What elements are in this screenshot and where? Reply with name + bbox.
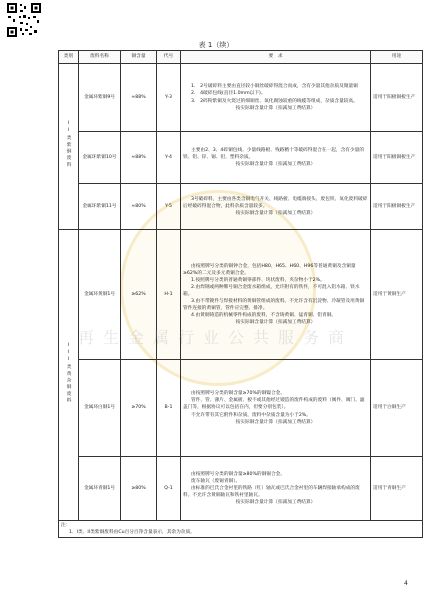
qr-code [6,2,42,38]
table-row [59,64,423,132]
requirement-line: 3.由不带镀件与焊接材料的黄铜管组成的废料。不允许含有沉淀物、冷凝管及用黄铜管件连接的黄铜管，管件应完整、排净。 [183,299,365,312]
usage-cell: 适用于白铜生产 [371,360,423,457]
note-row [59,521,423,538]
requirement-line: 1.按照牌号分类的普通黄铜零部件、块状废料，夹杂物小于2%。 [191,277,325,283]
copper-content-cell: ≥62% [121,230,157,360]
copper-content-cell: ≈88% [121,132,157,184]
code-cell: H-1 [157,230,181,360]
category-cell-iii [59,230,79,521]
requirement-line: 2. 4破碎包线(直径1.0mm以下)。 [191,91,266,97]
page-number: 4 [404,580,408,587]
code-cell: Y-3 [157,64,181,132]
requirement-line: 按实际铜含量计算（扣减加工费结算） [235,419,316,425]
copper-content-cell: ≥80% [121,457,157,521]
table-row [59,457,423,521]
header-requirements: 要 求 [181,51,371,64]
requirements-cell [181,184,371,230]
scrap-name-cell: 金属环青铜1号 [79,457,121,521]
code-cell: Q-1 [157,457,181,521]
requirement-line: 由标准的巴氏合金衬里的铁路（红）轴瓦或巴氏合金衬里的车辆焊接轴承构成的废料。不允许含黄铜轴瓦和铁衬里轴瓦。 [183,485,360,499]
scrap-name-cell: 金属环紫铜10号 [79,132,121,184]
requirements-cell [181,132,371,184]
requirement-line: 3. 2碎粉紫铜及火烧过的细铜丝、氧化腐蚀较重的线缆等组成，杂质含量较高。 [191,98,358,104]
category-label: III类黄杂铜废料 [66,342,72,405]
header-copper-content: 铜含量 [121,51,157,64]
category-label: II类紫铜废料 [66,121,72,169]
requirement-line: 由按照牌号分类的铜钟合金，包括H80、H65、H60、H96等普通黄铜及含铜量≥62%的二元及多元黄铜合金。 [183,263,356,276]
requirement-line: 主要由2、3、4碎铜包线、少量线路板、残路精十等破碎得混合在一起，含有少量的铁、铝、锌、锡、铅、塑料杂质。 [183,147,365,160]
scrap-name-cell: 金属环紫铜9号 [79,64,121,132]
code-cell: B-1 [157,360,181,457]
table-row [59,132,423,184]
header-usage: 用途 [371,51,423,64]
requirement-line: 3号破碎料，主要由各类含铜电气开关、线路板、电缆端接头、废包铁、氧化废料破碎后经破碎得混合物，此料杂质含量较多。 [183,196,368,209]
code-cell: Y-4 [157,132,181,184]
requirements-cell [181,457,371,521]
copper-content-cell: ≈88% [121,64,157,132]
requirement-line: 按实际铜含量计算（扣减加工费结算） [235,320,316,326]
note-cell [59,521,423,538]
scrap-name-cell: 金属环白铜1号 [79,360,121,457]
watermark-text: 再生金属行业公共服务商 [78,328,354,347]
table-header-row [59,51,423,64]
scrap-name-cell: 金属环黄铜1号 [79,230,121,360]
copper-content-cell: ≈80% [121,184,157,230]
requirement-line: 2.由焊钢或两种牌号铜合金废水箱组成，允许附有的铁件，不可混入铝水箱、铁水箱。 [183,284,360,297]
requirement-line: 由按照牌号分类的铜含量≥70%的铜镍合金。 [191,391,286,397]
code-cell: Y-5 [157,184,181,230]
requirements-cell [181,64,371,132]
requirement-line: 按实际铜含量计算（扣减加工费结算） [235,162,316,168]
usage-cell: 适用于阳极铜板生产 [371,184,423,230]
table-row [59,184,423,230]
requirement-line: 按实际铜含量计算（扣减加工费结算） [235,500,316,506]
usage-cell: 适用于阳极铜板生产 [371,64,423,132]
table-row [59,360,423,457]
requirement-line: 废车轴瓦（废锡青铜）。 [191,478,241,484]
note-label: 注： [61,523,71,528]
table-title: 表 1（续） [198,41,234,49]
requirement-line: 不允许带有其它附件和杂质，废料中杂质含量为小于2%。 [191,412,311,418]
usage-cell: 适用于黄铜生产 [371,230,423,360]
copper-content-cell: ≥70% [121,360,157,457]
header-category: 类别 [59,51,79,64]
requirements-cell [181,360,371,457]
header-scrap-name: 废料名称 [79,51,121,64]
usage-cell: 适用于阳极铜板生产 [371,132,423,184]
category-cell-ii [59,64,79,230]
header-code: 代号 [157,51,181,64]
scrap-name-cell: 金属环紫铜11号 [79,184,121,230]
requirement-line: 4.由黄铜铸造的机械零件构成的废料，不含铸黄铜、锰青铜、铝青铜。 [191,313,337,319]
requirement-line: 1. 2号破碎料主要由直径较小铜丝破碎得混合而成，含有少量其他杂质及微量铜 [191,84,358,90]
requirement-line: 按实际铜含量计算（扣减加工费结算） [235,211,316,217]
requirement-line: 按实际铜含量计算（扣减加工费结算） [235,105,316,111]
requirement-line: 由按照牌号分类的铜含量≥80%的铜锡合金。 [191,471,286,477]
usage-cell: 适用于青铜生产 [371,457,423,521]
requirement-line: 管件、管、薄片、金属板、板不或其他经过锻造的废件构成的废料（阀件、阀门、滤盖门等，根据协议可以包括在内，但要分别包装）。 [183,398,365,411]
note-text: 1．I类、II类紫铜废料由Cu百分百净含量表示，其余为杂质。 [69,530,195,536]
standards-table [58,50,422,538]
